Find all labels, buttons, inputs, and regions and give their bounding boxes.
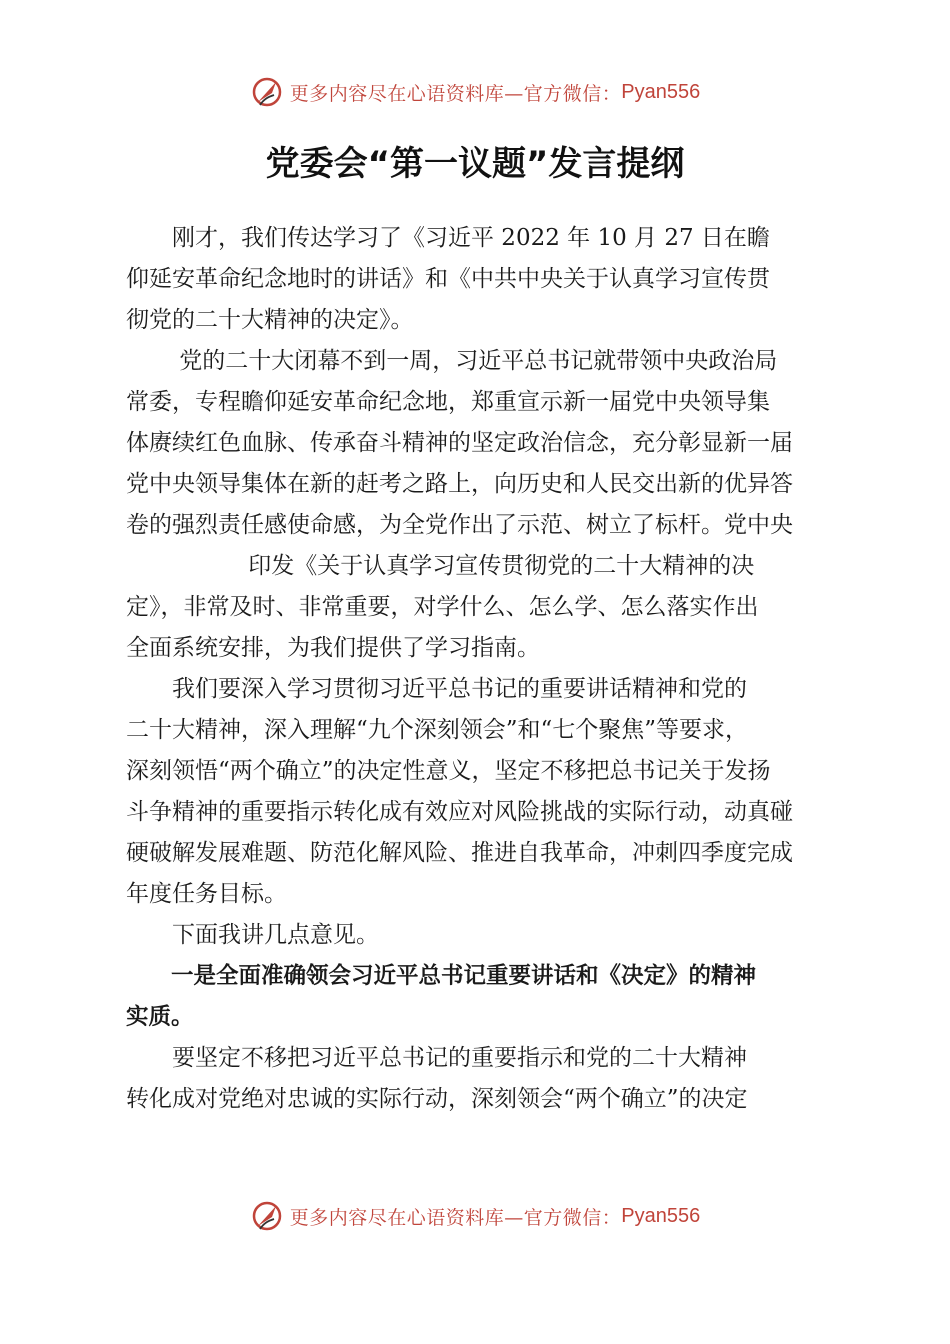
text-line: 年度任务目标。 — [126, 881, 287, 907]
banner-text: 更多内容尽在心语资料库—官方微信： — [289, 1206, 622, 1229]
text-line: 转化成对党绝对忠诚的实际行动，深刻领会“两个确立”的决定 — [126, 1086, 748, 1112]
text-line: 彻党的二十大精神的决定》。 — [126, 307, 414, 333]
header-watermark — [0, 72, 950, 112]
text-line: 二十大精神，深入理解“九个深刻领会”和“七个聚焦”等要求， — [126, 717, 749, 743]
quill-logo-icon — [250, 1199, 284, 1233]
text-line: 要坚定不移把习近平总书记的重要指示和党的二十大精神 — [126, 1045, 747, 1071]
text-line: 体赓续红色血脉、传承奋斗精神的坚定政治信念，充分彰显新一届 — [126, 430, 793, 456]
text-line: 党中央领导集体在新的赶考之路上，向历史和人民交出新的优异答 — [126, 471, 793, 497]
banner-wechat-id: Pyan556 — [621, 80, 701, 103]
text-line: 印发《关于认真学习宣传贯彻党的二十大精神的决 — [126, 553, 755, 579]
text-line: 斗争精神的重要指示转化成有效应对风险挑战的实际行动，动真碰 — [126, 799, 793, 825]
banner-text: 更多内容尽在心语资料库—官方微信： — [289, 82, 622, 105]
text-line: 我们要深入学习贯彻习近平总书记的重要讲话精神和党的 — [126, 676, 747, 702]
footer-watermark — [0, 1196, 950, 1236]
text-line: 党的二十大闭幕不到一周，习近平总书记就带领中央政治局 — [126, 348, 778, 374]
text-line: 常委，专程瞻仰延安革命纪念地，郑重宣示新一届党中央领导集 — [126, 389, 770, 415]
banner-wechat-id: Pyan556 — [621, 1204, 701, 1227]
text-line: 下面我讲几点意见。 — [126, 922, 379, 948]
text-line: 定》，非常及时、非常重要，对学什么、怎么学、怎么落实作出 — [126, 594, 759, 620]
text-line: 硬破解发展难题、防范化解风险、推进自我革命，冲刺四季度完成 — [126, 840, 793, 866]
document-body — [126, 218, 842, 1120]
text-line: 卷的强烈责任感使命感，为全党作出了示范、树立了标杆。党中央 — [126, 512, 793, 538]
page-title: 党委会“第一议题”发言提纲 — [265, 144, 685, 184]
quill-logo-icon — [250, 75, 284, 109]
section-heading-line: 实质。 — [126, 1004, 194, 1030]
text-line: 深刻领悟“两个确立”的决定性意义，坚定不移把总书记关于发扬 — [126, 758, 771, 784]
section-heading-line: 一是全面准确领会习近平总书记重要讲话和《决定》的精神 — [126, 963, 757, 989]
text-line: 仰延安革命纪念地时的讲话》和《中共中央关于认真学习宣传贯 — [126, 266, 770, 292]
text-line: 全面系统安排，为我们提供了学习指南。 — [126, 635, 540, 661]
text-line: 刚才，我们传达学习了《习近平 2022 年 10 月 27 日在瞻 — [126, 225, 770, 251]
